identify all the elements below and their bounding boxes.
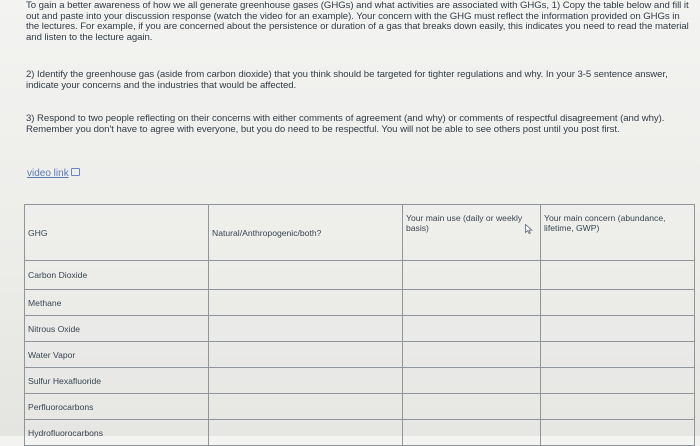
empty-cell[interactable] — [403, 342, 541, 368]
table-header-row — [25, 205, 695, 261]
empty-cell[interactable] — [541, 394, 695, 420]
empty-cell[interactable] — [403, 316, 541, 342]
ghg-name-cell: Methane — [25, 290, 209, 316]
table-row — [25, 290, 695, 316]
empty-cell[interactable] — [541, 420, 695, 446]
empty-cell[interactable] — [209, 316, 403, 342]
header-main-use: Your main use (daily or weekly basis) — [403, 205, 541, 261]
ghg-name-cell: Carbon Dioxide — [25, 261, 209, 290]
empty-cell[interactable] — [403, 394, 541, 420]
ghg-name-cell: Sulfur Hexafluoride — [25, 368, 209, 394]
table-row — [25, 394, 695, 420]
empty-cell[interactable] — [403, 420, 541, 446]
header-main-concern: Your main concern (abundance, lifetime, GWP) — [541, 205, 695, 261]
empty-cell[interactable] — [209, 420, 403, 446]
video-link[interactable] — [27, 168, 80, 179]
empty-cell[interactable] — [541, 368, 695, 394]
table-row — [25, 368, 695, 394]
empty-cell[interactable] — [209, 261, 403, 290]
ghg-name-cell: Perfluorocarbons — [25, 394, 209, 420]
empty-cell[interactable] — [209, 368, 403, 394]
empty-cell[interactable] — [403, 368, 541, 394]
table-row — [25, 342, 695, 368]
empty-cell[interactable] — [541, 290, 695, 316]
empty-cell[interactable] — [541, 342, 695, 368]
empty-cell[interactable] — [541, 316, 695, 342]
instruction-paragraph-2: 2) Identify the greenhouse gas (aside from carbon dioxide) that you think should be targeted for tighter regulations and why. In your 3-5 sentence answer, indicate your concerns and the industries that would be affected. — [26, 69, 668, 91]
ghg-name-cell: Hydrofluorocarbons — [25, 420, 209, 446]
external-link-icon — [71, 168, 80, 176]
empty-cell[interactable] — [403, 290, 541, 316]
empty-cell[interactable] — [209, 290, 403, 316]
empty-cell[interactable] — [209, 342, 403, 368]
table-row — [25, 261, 695, 290]
header-ghg: GHG — [25, 205, 209, 261]
header-natural-anthropogenic: Natural/Anthropogenic/both? — [209, 205, 403, 261]
empty-cell[interactable] — [209, 394, 403, 420]
table-row — [25, 420, 695, 446]
ghg-table — [24, 204, 695, 446]
table-row — [25, 316, 695, 342]
empty-cell[interactable] — [403, 261, 541, 290]
mouse-cursor-icon — [525, 224, 533, 234]
instruction-paragraph-1: To gain a better awareness of how we all generate greenhouse gases (GHGs) and what activities are associated with GHGs, 1) Copy the table below and fill it out and paste into your discussion response (watch the video for an example). Your concern with the GHG must reflect the information provided on GHGs in the lectures. For example, if you are concerned about the persistence or duration of a gas that breaks down easily, this indicates you need to read the material and listen to the lecture again. — [26, 0, 689, 43]
ghg-name-cell: Water Vapor — [25, 342, 209, 368]
empty-cell[interactable] — [541, 261, 695, 290]
instruction-paragraph-3: 3) Respond to two people reflecting on their concerns with either comments of agreement (and why) or comments of respectful disagreement (and why). Remember you don't have to agree with everyone, but you do need to be respectful. You will not be able to see others post until you post first. — [26, 113, 665, 135]
ghg-name-cell: Nitrous Oxide — [25, 316, 209, 342]
video-link-label: video link — [27, 168, 69, 179]
